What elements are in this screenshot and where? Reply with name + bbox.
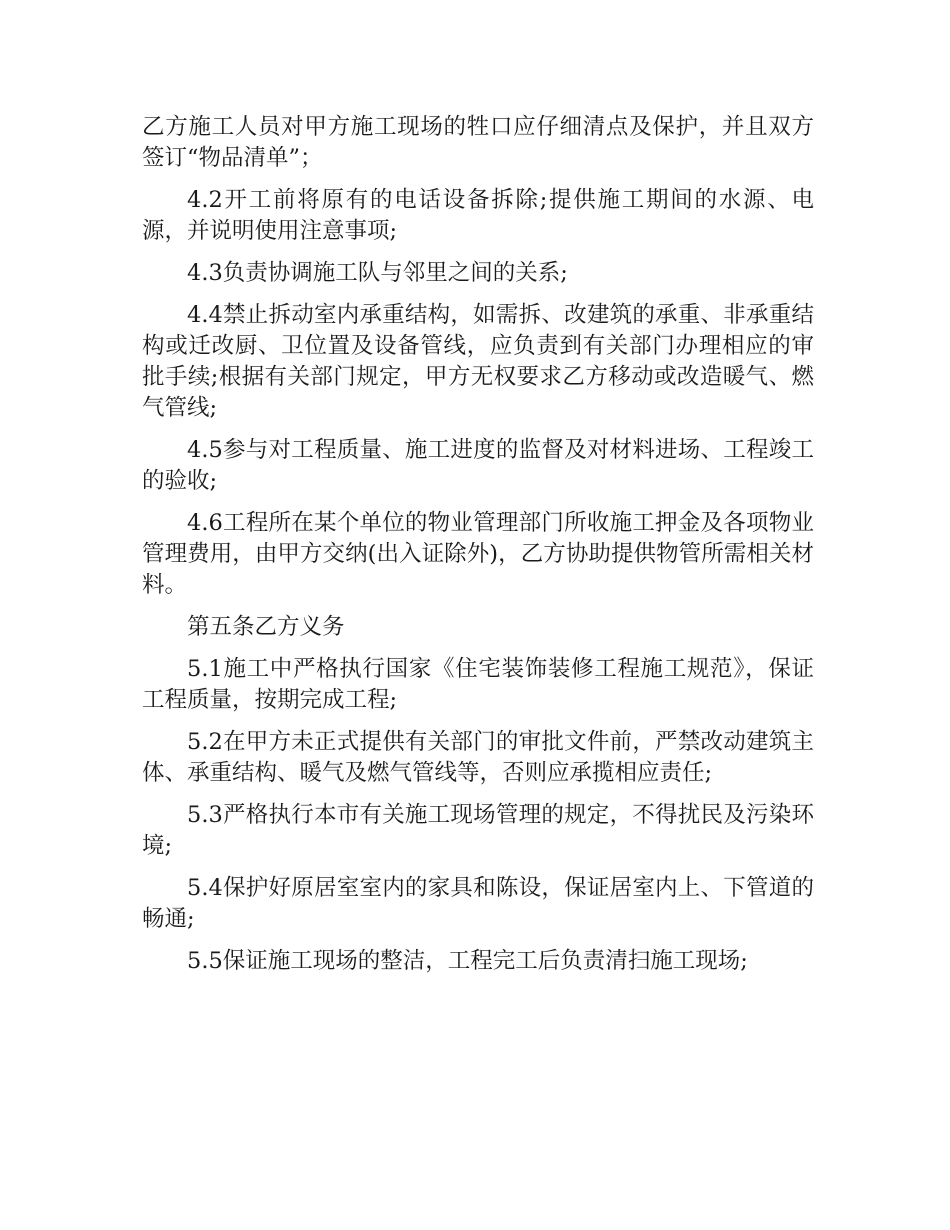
paragraph: 5.4保护好原居室室内的家具和陈设，保证居室内上、下管道的畅通;	[142, 875, 814, 932]
paragraph: 乙方施工人员对甲方施工现场的牲口应仔细清点及保护，并且双方签订“物品清单”；	[142, 114, 814, 171]
document-page	[142, 112, 814, 988]
paragraph: 4.5参与对工程质量、施工进度的监督及对材料进场、工程竣工的验收;	[142, 437, 814, 494]
paragraph: 4.4禁止拆动室内承重结构，如需拆、改建筑的承重、非承重结构或迁改厨、卫位置及设备管线，应负责到有关部门办理相应的审批手续;根据有关部门规定，甲方无权要求乙方移动或改造暖气、燃气管线;	[142, 302, 814, 421]
section-heading: 第五条乙方义务	[187, 614, 345, 640]
paragraph: 5.2在甲方未正式提供有关部门的审批文件前，严禁改动建筑主体、承重结构、暖气及燃气管线等，否则应承揽相应责任;	[142, 729, 814, 786]
paragraph: 4.3负责协调施工队与邻里之间的关系;	[187, 260, 568, 286]
paragraph: 5.3严格执行本市有关施工现场管理的规定，不得扰民及污染环境;	[142, 802, 814, 859]
paragraph: 4.2开工前将原有的电话设备拆除;提供施工期间的水源、电源，并说明使用注意事项;	[142, 187, 814, 244]
paragraph: 5.1施工中严格执行国家《住宅装饰装修工程施工规范》，保证工程质量，按期完成工程;	[142, 656, 814, 713]
paragraph: 4.6工程所在某个单位的物业管理部门所收施工押金及各项物业管理费用，由甲方交纳(出入证除外)，乙方协助提供物管所需相关材料。	[142, 510, 814, 598]
paragraph: 5.5保证施工现场的整洁，工程完工后负责清扫施工现场;	[187, 948, 748, 974]
